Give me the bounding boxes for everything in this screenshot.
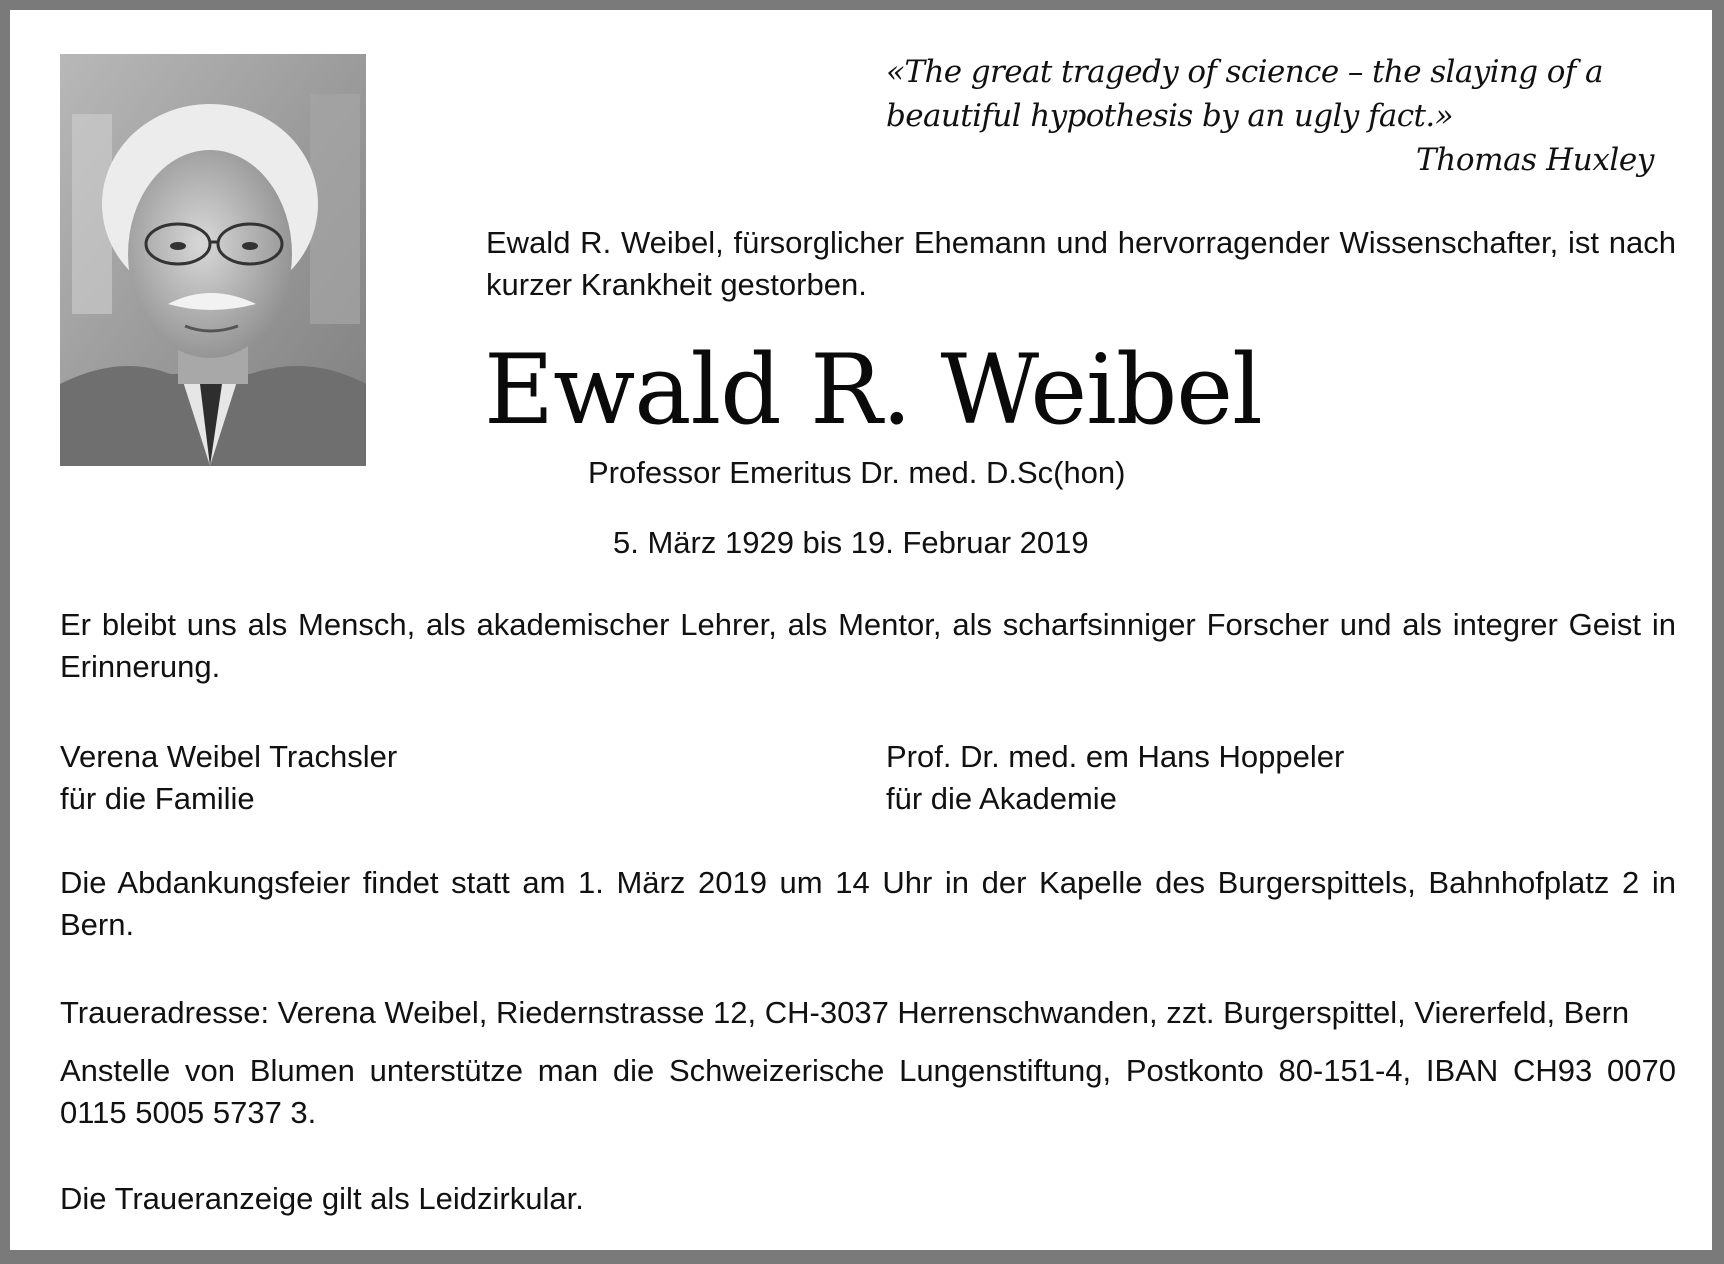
signature-family-name: Verena Weibel Trachsler xyxy=(60,739,398,774)
signature-academy xyxy=(886,736,1344,820)
signature-academy-role: für die Akademie xyxy=(886,781,1117,816)
life-dates: 5. März 1929 bis 19. Februar 2019 xyxy=(613,525,1089,560)
mourning-address: Traueradresse: Verena Weibel, Riedernstrasse 12, CH-3037 Herrenschwanden, zzt. Burgerspittel, Viererfeld, Bern xyxy=(60,995,1630,1030)
quote-text: «The great tragedy of science – the slaying of a beautiful hypothesis by an ugly fact.» xyxy=(886,54,1603,134)
portrait-photo xyxy=(60,54,366,466)
quote-author: Thomas Huxley xyxy=(1415,142,1654,178)
obituary-notice xyxy=(10,10,1712,1250)
academic-title: Professor Emeritus Dr. med. D.Sc(hon) xyxy=(588,455,1126,490)
ceremony-text: Die Abdankungsfeier findet statt am 1. März 2019 um 14 Uhr in der Kapelle des Burgerspittels, Bahnhofplatz 2 in Bern. xyxy=(60,865,1676,942)
circular-note: Die Traueranzeige gilt als Leidzirkular. xyxy=(60,1181,584,1216)
deceased-name: Ewald R. Weibel xyxy=(484,334,1262,446)
signature-family-role: für die Familie xyxy=(60,781,255,816)
memory-text: Er bleibt uns als Mensch, als akademischer Lehrer, als Mentor, als scharfsinniger Forscher und als integrer Geist in Erinnerung. xyxy=(60,607,1676,684)
donation-text: Anstelle von Blumen unterstütze man die Schweizerische Lungenstiftung, Postkonto 80-151-4, IBAN CH93 0070 0115 5005 5737 3. xyxy=(60,1053,1676,1130)
signature-family xyxy=(60,736,397,820)
intro-text: Ewald R. Weibel, fürsorglicher Ehemann und hervorragender Wissenschafter, ist nach kurzer Krankheit gestorben. xyxy=(486,225,1676,302)
signature-academy-name: Prof. Dr. med. em Hans Hoppeler xyxy=(886,739,1345,774)
